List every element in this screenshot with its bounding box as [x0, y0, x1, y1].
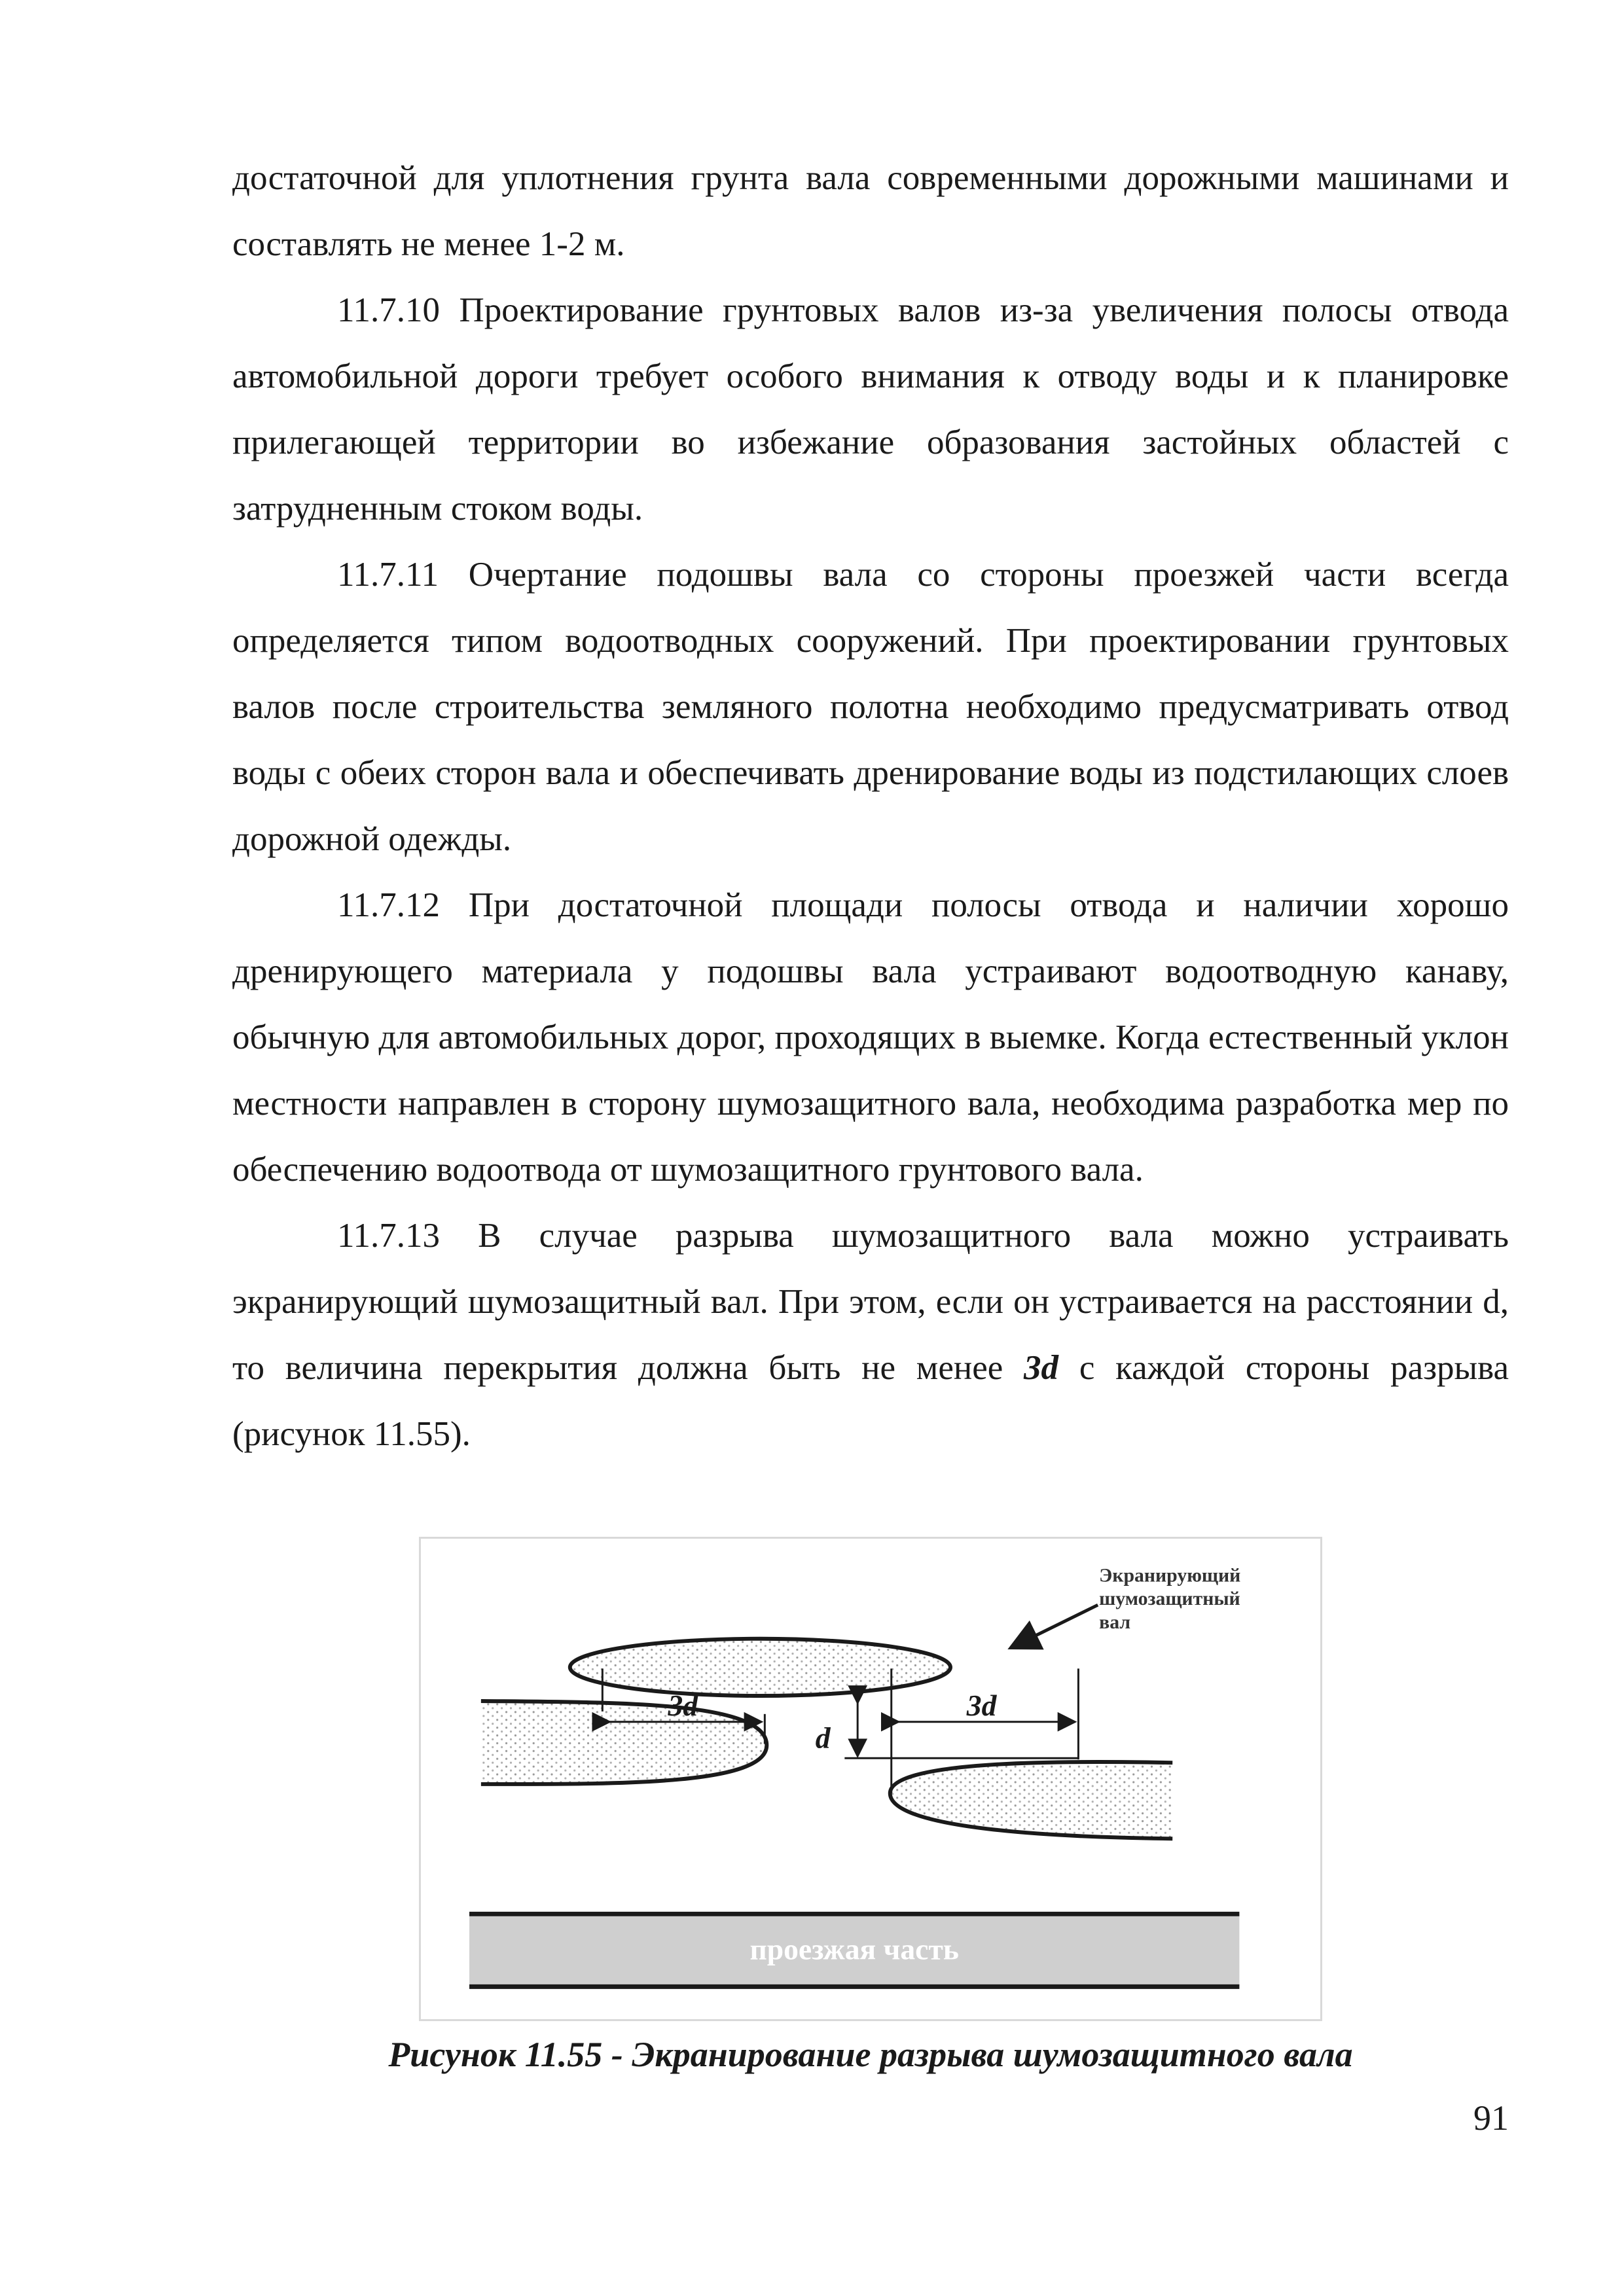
callout-arrow: [1013, 1605, 1098, 1646]
paragraph-continuation: достаточной для уплотнения грунта вала современными дорожными машинами и составлять не менее 1-2 м.: [232, 159, 1509, 263]
screening-embankment-diagram: [421, 1539, 1320, 2019]
road-label: проезжая часть: [749, 1932, 959, 1966]
callout-line-2: шумозащитный: [1099, 1588, 1240, 1610]
paragraph-11-7-13-text: 11.7.13 В случае разрыва шумозащитного вала можно устраивать экранирующий шумозащитный вал. При этом, если он устраивается на расстоянии d, то величина перекрытия должна быть не менее: [232, 1217, 1509, 1387]
distance-label: d: [815, 1721, 831, 1755]
callout-line-1: Экранирующий: [1099, 1564, 1241, 1587]
paragraph-11-7-13: [232, 1203, 1509, 1467]
paragraph-11-7-10: 11.7.10 Проектирование грунтовых валов из-за увеличения полосы отвода автомобильной дороги требует особого внимания к отводу воды и к планировке прилегающей территории во избежание образования застойных областей с затрудненным стоком воды.: [232, 291, 1509, 528]
figure-caption: Рисунок 11.55 - Экранирование разрыва шумозащитного вала: [388, 2035, 1353, 2074]
screening-embankment: [570, 1639, 950, 1696]
emphasis-3d: 3d: [1024, 1349, 1059, 1387]
paragraph-11-7-12: 11.7.12 При достаточной площади полосы отвода и наличии хорошо дренирующего материала у подошвы вала устраивают водоотводную канаву, обычную для автомобильных дорог, проходящих в выемке. Когда естественный уклон местности направлен в сторону шумозащитного вала, необходима разработка мер по обеспечению водоотвода от шумозащитного грунтового вала.: [232, 886, 1509, 1189]
overlap-left-label: 3d: [668, 1688, 698, 1722]
body-text: [232, 145, 1509, 1467]
overlap-right-label: 3d: [966, 1688, 997, 1722]
page-number: 91: [1473, 2098, 1509, 2138]
paragraph-11-7-13-end: с каждой стороны разрыва (рисунок 11.55).: [232, 1349, 1509, 1453]
right-embankment: [890, 1762, 1172, 1839]
figure-11-55: [419, 1537, 1322, 2021]
paragraph-11-7-11: 11.7.11 Очертание подошвы вала со стороны проезжей части всегда определяется типом водоотводных сооружений. При проектировании грунтовых валов после строительства земляного полотна необходимо предусматривать отвод воды с обеих сторон вала и обеспечивать дренирование воды из подстилающих слоев дорожной одежды.: [232, 556, 1509, 858]
callout-line-3: вал: [1099, 1611, 1131, 1633]
